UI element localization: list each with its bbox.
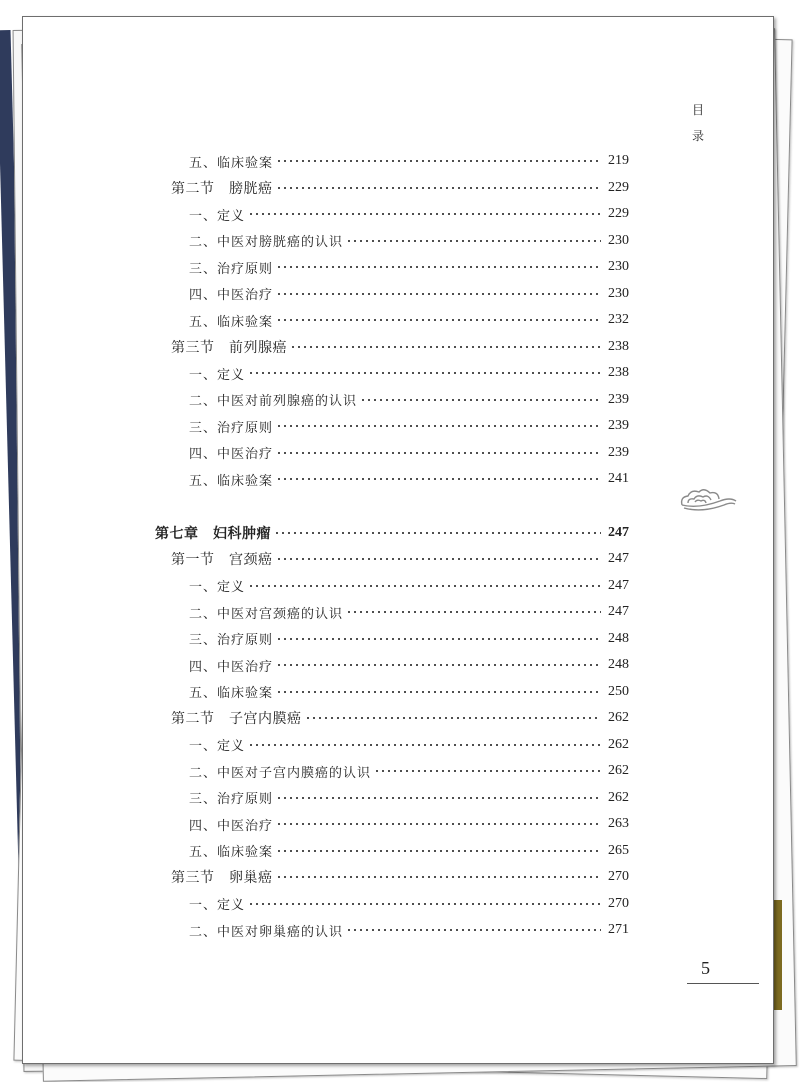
toc-entry-title: 五、临床验案 [189, 155, 274, 171]
toc-entry-page: 247 [608, 604, 629, 619]
dot-leader [248, 366, 601, 380]
running-head-char: 目 [691, 103, 704, 117]
dot-leader [276, 844, 601, 858]
toc-entry-title: 五、临床验案 [189, 473, 274, 489]
toc-entry-page: 262 [608, 789, 629, 805]
dot-leader [276, 313, 601, 327]
page-number [687, 956, 759, 986]
dot-leader [346, 923, 601, 937]
dot-leader [290, 340, 601, 354]
toc-item-entry [189, 440, 629, 466]
toc-entry-title: 一、定义 [189, 367, 246, 383]
toc-entry-page: 230 [608, 259, 629, 274]
toc-item-entry [189, 573, 629, 599]
dot-leader [346, 605, 601, 619]
toc-entry-title: 二、中医对前列腺癌的认识 [189, 394, 358, 409]
page-number-rule [687, 983, 759, 984]
dot-leader [248, 738, 601, 752]
toc-item-entry [189, 811, 629, 837]
toc-item-entry [189, 254, 629, 280]
toc-entry-page: 232 [608, 312, 629, 327]
toc-entry-page: 262 [608, 710, 629, 725]
toc-entry-title: 一、定义 [189, 739, 246, 754]
toc-entry-page: 270 [608, 895, 629, 911]
toc-entry-page: 248 [608, 657, 629, 672]
dot-leader [248, 207, 601, 221]
toc-item-entry [189, 387, 629, 413]
toc-chapter-entry [155, 520, 629, 546]
dot-leader [374, 764, 601, 778]
dot-leader [360, 393, 601, 407]
toc-section-entry [171, 864, 629, 890]
toc-entry-title: 五、临床验案 [189, 314, 274, 330]
toc-item-entry [189, 148, 629, 174]
toc-section-entry [171, 705, 629, 731]
running-head [687, 97, 709, 149]
toc-entry-title: 五、临床验案 [189, 845, 274, 860]
toc-entry-page: 239 [608, 418, 629, 433]
toc-entry-page: 239 [608, 444, 629, 460]
toc-entry-title: 二、中医对宫颈癌的认识 [189, 606, 344, 622]
toc-entry-title: 三、治疗原则 [189, 633, 274, 648]
page-number-text: 5 [701, 958, 710, 978]
dot-leader [276, 181, 602, 195]
dot-leader [346, 234, 601, 248]
dot-leader [248, 579, 601, 593]
dot-leader [276, 791, 601, 805]
toc-entry-page: 229 [608, 179, 629, 195]
toc-entry-title: 一、定义 [189, 580, 246, 595]
toc-entry-page: 248 [608, 630, 629, 646]
dot-leader [276, 154, 601, 168]
toc-entry-title: 第二节 膀胱癌 [171, 180, 273, 197]
toc-entry-title: 四、中医治疗 [189, 818, 274, 834]
dot-leader [276, 419, 601, 433]
toc-entry-title: 三、治疗原则 [189, 420, 274, 436]
dot-leader [248, 897, 601, 911]
toc-item-entry [189, 413, 629, 439]
toc-entry-title: 一、定义 [189, 208, 246, 224]
toc-item-entry [189, 360, 629, 386]
dot-leader [276, 472, 601, 486]
toc-item-entry [189, 679, 629, 705]
toc-entry-page: 219 [608, 153, 629, 168]
toc-entry-title: 四、中医治疗 [189, 659, 274, 675]
toc-item-entry [189, 281, 629, 307]
toc-item-entry [189, 732, 629, 758]
toc-entry-title: 第二节 子宫内膜癌 [171, 711, 302, 727]
toc-entry-page: 265 [608, 842, 629, 858]
toc-section-entry [171, 175, 629, 201]
toc-entry-title: 第一节 宫颈癌 [171, 552, 273, 568]
toc-item-entry [189, 838, 629, 864]
dot-leader [276, 260, 601, 274]
dot-leader [276, 287, 601, 301]
toc-entry-title: 四、中医治疗 [189, 447, 274, 462]
toc-item-entry [189, 652, 629, 678]
dot-leader [276, 870, 602, 884]
toc-entry-page: 271 [608, 922, 629, 937]
toc-entry-title: 第七章 妇科肿瘤 [155, 525, 271, 542]
dot-leader [276, 552, 602, 566]
toc-entry-page: 239 [608, 391, 629, 407]
toc-entry-page: 230 [608, 285, 629, 301]
toc-entry-page: 247 [608, 524, 629, 540]
toc-item-entry [189, 228, 629, 254]
dot-leader [276, 632, 601, 646]
toc-entry-page: 262 [608, 736, 629, 752]
toc-entry-title: 第三节 卵巢癌 [171, 870, 273, 886]
toc-entry-title: 三、治疗原则 [189, 261, 274, 277]
toc-entry-title: 二、中医对膀胱癌的认识 [189, 235, 344, 250]
toc-item-entry [189, 466, 629, 492]
toc-entry-page: 250 [608, 683, 629, 699]
toc-entry-page: 247 [608, 577, 629, 593]
toc-page [22, 16, 774, 1064]
toc-item-entry [189, 891, 629, 917]
toc-item-entry [189, 758, 629, 784]
toc-entry-page: 262 [608, 763, 629, 778]
toc-entry-page: 229 [608, 206, 629, 221]
toc-item-entry [189, 599, 629, 625]
toc-entry-title: 第三节 前列腺癌 [171, 339, 287, 356]
dot-leader [276, 658, 601, 672]
toc-entry-title: 四、中医治疗 [189, 288, 274, 303]
running-head-char: 录 [691, 129, 704, 143]
toc-entry-title: 一、定义 [189, 898, 246, 913]
toc-entry-page: 230 [608, 232, 629, 248]
toc-entry-page: 270 [608, 869, 629, 884]
toc-entry-page: 238 [608, 338, 629, 354]
toc-item-entry [189, 307, 629, 333]
dot-leader [276, 817, 601, 831]
toc-section-entry [171, 546, 629, 572]
toc-entry-page: 247 [608, 551, 629, 566]
toc-entry-title: 二、中医对子宫内膜癌的认识 [189, 765, 372, 781]
toc-section-entry [171, 334, 629, 360]
dot-leader [276, 685, 601, 699]
toc-entry-title: 二、中医对卵巢癌的认识 [189, 924, 344, 940]
toc-entry-page: 241 [608, 471, 629, 486]
dot-leader [305, 711, 602, 725]
toc-entry-title: 三、治疗原则 [189, 792, 274, 807]
toc-item-entry [189, 626, 629, 652]
toc-entry-page: 263 [608, 816, 629, 831]
toc-item-entry [189, 785, 629, 811]
toc-item-entry [189, 201, 629, 227]
cloud-ornament-icon [678, 485, 738, 515]
toc-item-entry [189, 917, 629, 943]
dot-leader [276, 446, 601, 460]
dot-leader [274, 526, 601, 540]
toc-entry-page: 238 [608, 365, 629, 380]
toc-entry-title: 五、临床验案 [189, 686, 274, 701]
